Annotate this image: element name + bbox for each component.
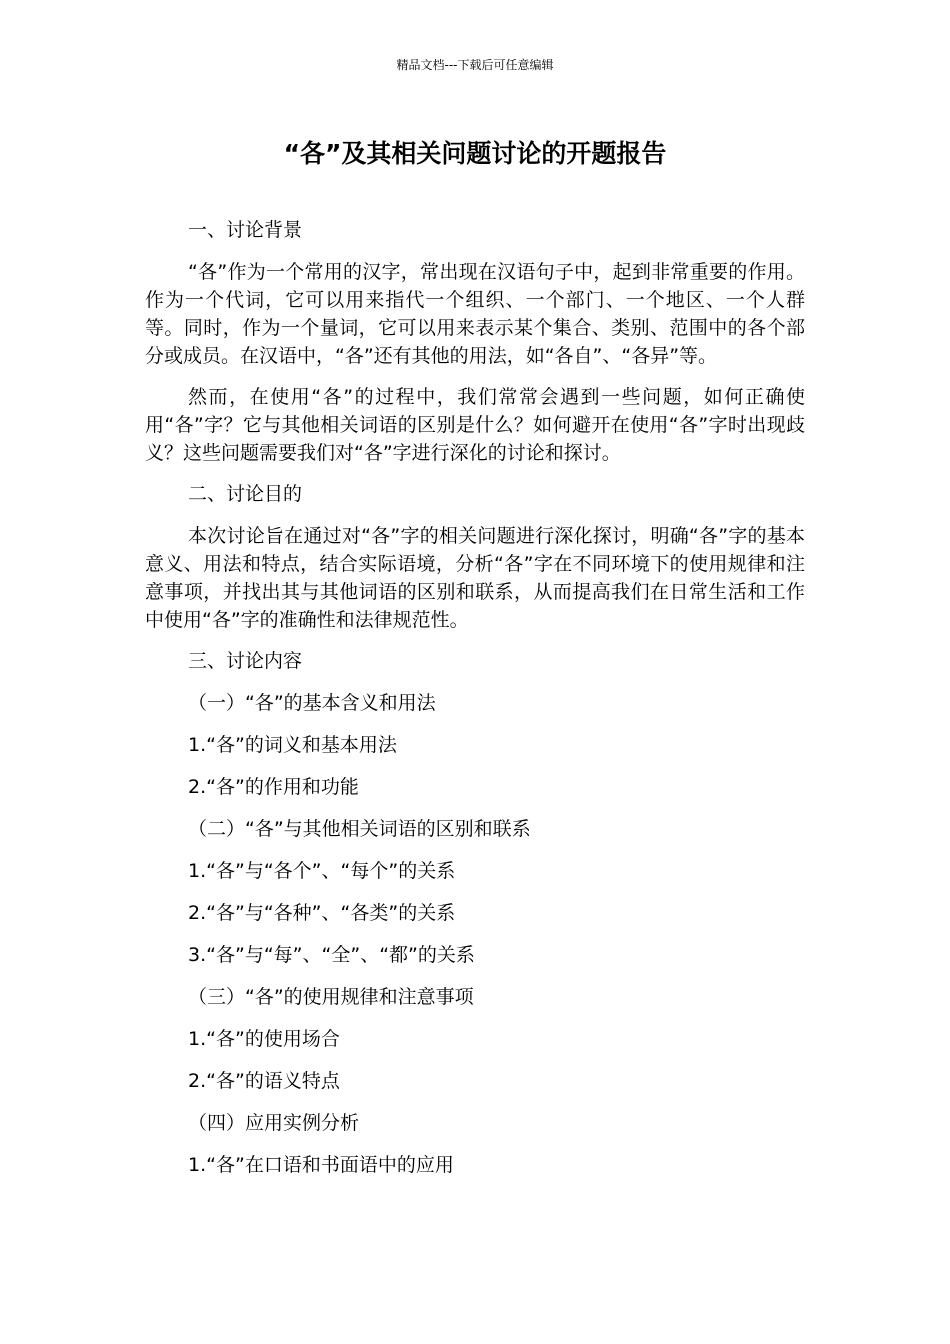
list-item: 1.“各”的词义和基本用法 bbox=[188, 734, 397, 756]
list-item: 3.“各”与“每”、“全”、“都”的关系 bbox=[188, 944, 475, 966]
subsection-heading-3: （三）“各”的使用规律和注意事项 bbox=[188, 986, 474, 1008]
section-heading-background: 一、讨论背景 bbox=[188, 219, 303, 241]
page-header: 精品文档---下载后可任意编辑 bbox=[396, 58, 554, 72]
list-item: 2.“各”的语义特点 bbox=[188, 1070, 340, 1092]
subsection-heading-4: （四）应用实例分析 bbox=[188, 1112, 360, 1134]
list-item: 1.“各”的使用场合 bbox=[188, 1028, 340, 1050]
section-heading-content: 三、讨论内容 bbox=[188, 650, 303, 672]
list-item: 1.“各”在口语和书面语中的应用 bbox=[188, 1154, 454, 1176]
subsection-heading-2: （二）“各”与其他相关词语的区别和联系 bbox=[188, 818, 531, 840]
document-title: “各”及其相关问题讨论的开题报告 bbox=[283, 139, 667, 168]
section-heading-purpose: 二、讨论目的 bbox=[188, 483, 303, 505]
paragraph-background-1: “各”作为一个常用的汉字，常出现在汉语句子中，起到非常重要的作用。作为一个代词，它可以用来指代一个组织、一个部门、一个地区、一个人群等。同时，作为一个量词，它可以用来表示某个集合、类别、范围中的各个部分或成员。在汉语中，“各”还有其他的用法，如“各自”、“各异”等。 bbox=[145, 261, 805, 367]
document-body bbox=[145, 216, 805, 1193]
list-item: 1.“各”与“各个”、“每个”的关系 bbox=[188, 860, 456, 882]
paragraph-background-2: 然而，在使用“各”的过程中，我们常常会遇到一些问题，如何正确使用“各”字？它与其他相关词语的区别是什么？如何避开在使用“各”字时出现歧义？这些问题需要我们对“各”字进行深化的讨论和探讨。 bbox=[145, 386, 805, 464]
list-item: 2.“各”的作用和功能 bbox=[188, 776, 359, 798]
subsection-heading-1: （一）“各”的基本含义和用法 bbox=[188, 692, 436, 714]
paragraph-purpose: 本次讨论旨在通过对“各”字的相关问题进行深化探讨，明确“各”字的基本意义、用法和特点，结合实际语境，分析“各”字在不同环境下的使用规律和注意事项，并找出其与其他词语的区别和联系，从而提高我们在日常生活和工作中使用“各”字的准确性和法律规范性。 bbox=[145, 525, 805, 631]
list-item: 2.“各”与“各种”、“各类”的关系 bbox=[188, 902, 456, 924]
